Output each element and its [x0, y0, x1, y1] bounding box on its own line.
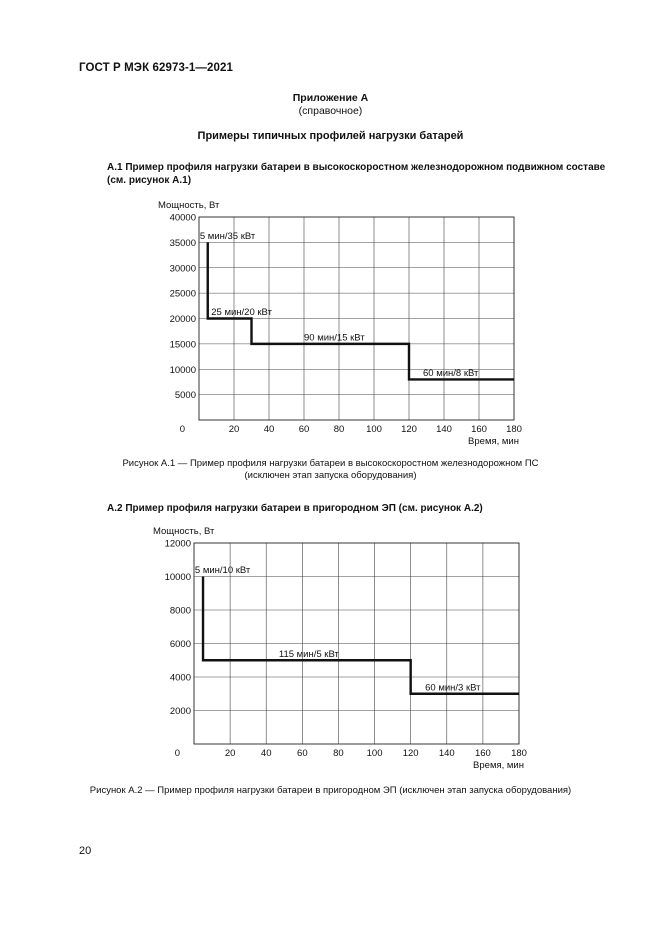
chart-a2-x-tick-label-3: 60 [297, 748, 308, 759]
chart-a2-x-tick-label-5: 100 [366, 748, 383, 759]
appendix-title: Приложение А [292, 92, 369, 104]
chart-a2-x-tick-label-2: 40 [260, 748, 272, 759]
chart-a2-y-tick-label-4: 10000 [164, 572, 191, 583]
chart-a1-y-tick-label-2: 15000 [169, 339, 196, 351]
chart-a2-y-tick-label-5: 12000 [164, 538, 191, 550]
chart-a1-x-tick-label-2: 40 [263, 424, 275, 435]
chart-a1-annotation-2: 90 мин/15 кВт [304, 332, 365, 344]
chart-a2-y-tick-label-1: 4000 [169, 672, 191, 684]
chart-a1-plot [158, 200, 522, 447]
figure-a1-caption-line2: (исключен этап запуска оборудования) [244, 470, 417, 481]
chart-a1-y-tick-label-7: 40000 [169, 212, 196, 224]
chart-a1-y-tick-label-3: 20000 [169, 314, 196, 325]
chart-a2-x-axis-label: Время, мин [473, 760, 524, 771]
chart-a1-annotation-1: 25 мин/20 кВт [211, 306, 272, 318]
page-number: 20 [79, 845, 92, 857]
chart-a2-x-tick-label-9: 180 [511, 748, 527, 759]
chart-a1-x-tick-label-0: 0 [179, 424, 185, 435]
chart-a2-annotation-2: 60 мин/3 кВт [425, 682, 481, 694]
chart-a1-annotation-0: 5 мин/35 кВт [199, 230, 256, 242]
document-header: ГОСТ Р МЭК 62973-1—2021 [79, 62, 233, 74]
chart-a1-x-tick-label-5: 100 [366, 424, 382, 435]
chart-a1-x-tick-label-1: 20 [228, 424, 240, 435]
chart-a1-y-tick-label-0: 5000 [174, 390, 196, 402]
chart-a2-x-tick-label-4: 80 [333, 748, 344, 759]
chart-a1-x-tick-label-7: 140 [436, 424, 452, 435]
chart-a1-annotation-3: 60 мин/8 кВт [423, 367, 479, 379]
figure-a1-caption [0, 458, 661, 482]
appendix-subtitle: (справочное) [298, 105, 363, 117]
chart-a1-x-axis-label: Время, мин [468, 436, 519, 447]
chart-a2-annotation-0: 5 мин/10 кВт [194, 565, 251, 577]
chart-a1-x-tick-label-6: 120 [401, 424, 417, 435]
figure-a1-caption-line1: Рисунок А.1 — Пример профиля нагрузки батареи в высокоскоростном железнодорожном ПС [122, 458, 539, 469]
chart-a2-y-axis-label: Мощность, Вт [153, 526, 215, 537]
chart-a2-y-tick-label-0: 2000 [169, 706, 191, 717]
chart-a1-x-tick-label-3: 60 [298, 424, 310, 435]
chart-a1-y-tick-label-4: 25000 [169, 288, 196, 300]
section-a1-heading-line2: (см. рисунок А.1) [107, 175, 192, 186]
figure-a2-caption: Рисунок А.2 — Пример профиля нагрузки батареи в пригородном ЭП (исключен этап запуска оборудования) [89, 785, 572, 796]
chart-a1-y-tick-label-6: 35000 [169, 237, 196, 249]
appendix-main-title: Примеры типичных профилей нагрузки батарей [197, 130, 464, 142]
chart-a1-y-tick-label-5: 30000 [169, 263, 196, 275]
chart-a2-annotation-1: 115 мин/5 кВт [278, 648, 339, 660]
chart-a2-x-tick-label-1: 20 [224, 748, 236, 759]
section-a1-heading-line1: А.1 Пример профиля нагрузки батареи в высокоскоростном железнодорожном подвижном составе [107, 162, 606, 173]
chart-a2-x-tick-label-0: 0 [174, 748, 180, 759]
chart-a1-y-axis-label: Мощность, Вт [158, 200, 220, 211]
chart-a1-y-tick-label-1: 10000 [169, 364, 196, 376]
chart-a2-x-tick-label-7: 140 [438, 748, 455, 759]
chart-a2-y-tick-label-2: 6000 [169, 639, 191, 650]
chart-a2-y-tick-label-3: 8000 [169, 605, 191, 617]
chart-a1-x-tick-label-9: 180 [506, 424, 522, 435]
section-a2-heading: А.2 Пример профиля нагрузки батареи в пригородном ЭП (см. рисунок А.2) [107, 503, 483, 514]
chart-a1-x-tick-label-8: 160 [471, 424, 487, 435]
chart-a2-x-tick-label-6: 120 [402, 748, 419, 759]
chart-a2-x-tick-label-8: 160 [474, 748, 491, 759]
chart-a1-x-tick-label-4: 80 [333, 424, 345, 435]
